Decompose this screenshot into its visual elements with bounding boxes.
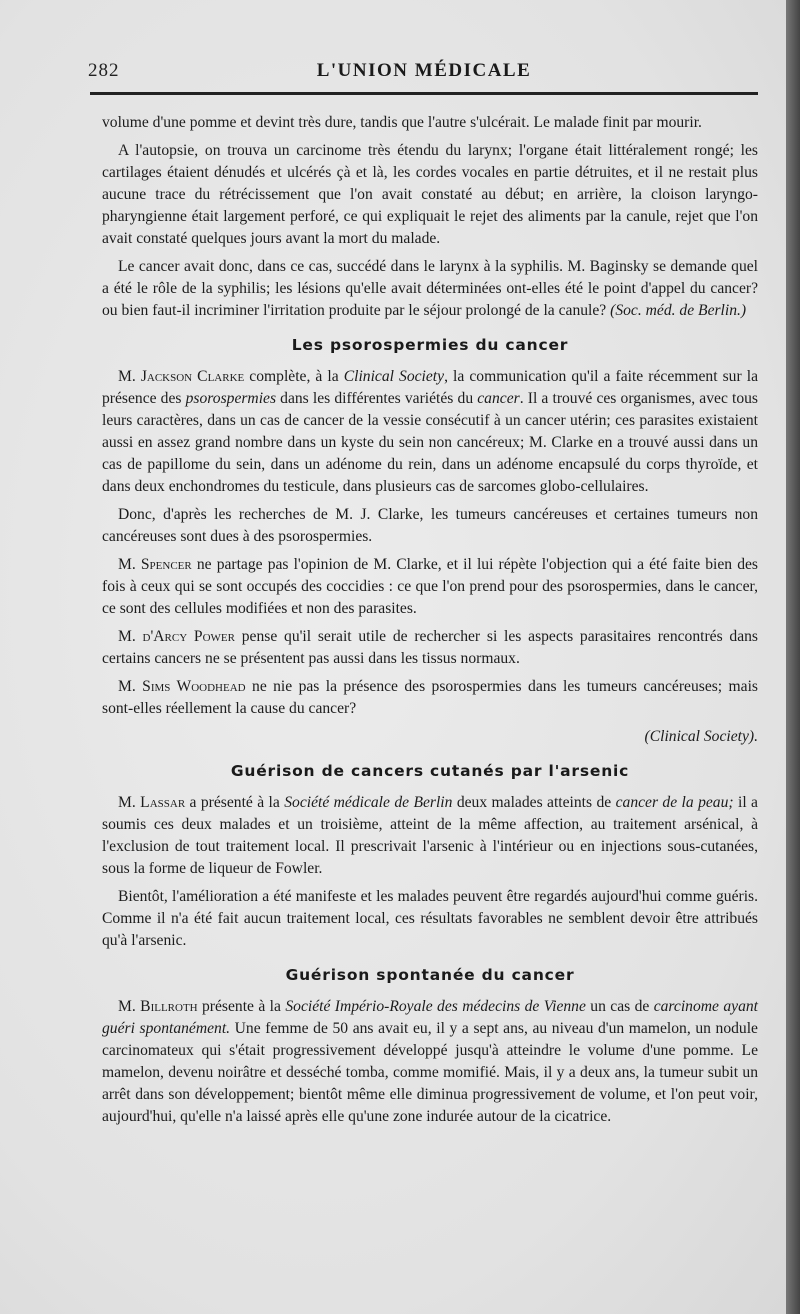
- author-name: M. Billroth: [118, 998, 198, 1015]
- section-heading: Les psorospermies du cancer: [291, 336, 569, 354]
- paragraph: A l'autopsie, on trouva un carcinome très étendu du larynx; l'organe était littéralement rongé; les cartilages étaient dénudés et ulcérés çà et là, les cordes vocales en partie détruites, et il ne restait plus aucune trace du rétrécissement que l'on avait constaté au début; en arrière, la cloison laryngo-pharyngienne était largement perforé, ce qui expliquait le rejet des aliments par la canule, rejet que l'on avait constaté quelques jours avant la mort du malade.: [102, 142, 758, 247]
- journal-title: L'UNION MÉDICALE: [316, 60, 532, 81]
- article-body: [102, 112, 758, 1134]
- paragraph: Bientôt, l'amélioration a été manifeste et les malades peuvent être regardés aujourd'hui comme guéris. Comme il n'a été fait aucun traitement local, ces résultats favorables ne semblent devoir être attribués qu'à l'arsenic.: [102, 888, 758, 949]
- source-citation: (Soc. méd. de Berlin.): [610, 302, 747, 319]
- section-heading: Guérison spontanée du cancer: [285, 966, 575, 984]
- author-name: M. Sims Woodhead: [118, 678, 246, 695]
- paragraph: M. Sims Woodhead ne nie pas la présence des psorospermies dans les tumeurs cancéreuses; mais sont-elles réellement la cause du cancer?: [102, 678, 758, 717]
- paragraph: M. Spencer ne partage pas l'opinion de M. Clarke, et il lui répète l'objection qui a été faite bien des fois à ceux qui se sont occupés des coccidies : ce que l'on prend pour des psorospermies, dans le cancer, ce sont des cellules modifiées et non des parasites.: [102, 556, 758, 617]
- section-heading: Guérison de cancers cutanés par l'arsenic: [230, 762, 630, 780]
- paragraph: M. Lassar a présenté à la Société médicale de Berlin deux malades atteints de cancer de la peau; il a soumis ces deux malades et un troisième, atteint de la même affection, au traitement arsénical, à l'exclusion de tout traitement local. Il prescrivait l'arsenic à l'intérieur ou en injections sous-cutanées, sous la forme de liqueur de Fowler.: [102, 794, 758, 877]
- author-name: M. Lassar: [118, 794, 186, 811]
- page-number: 282: [88, 60, 120, 81]
- author-name: M. d'Arcy Power: [118, 628, 235, 645]
- paragraph: Donc, d'après les recherches de M. J. Clarke, les tumeurs cancéreuses et certaines tumeurs non cancéreuses sont dues à des psorospermies.: [102, 506, 758, 545]
- paragraph: M. d'Arcy Power pense qu'il serait utile de rechercher si les aspects parasitaires rencontrés dans certains cancers ne se présentent pas aussi dans les tissus normaux.: [102, 628, 758, 667]
- paragraph: M. Billroth présente à la Société Império-Royale des médecins de Vienne un cas de carcinome ayant guéri spontanément. Une femme de 50 ans avait eu, il y a sept ans, au niveau d'un mamelon, un nodule carcinomateux qui s'était progressivement développé jusqu'à atteindre le volume d'une pomme. Le mamelon, devenu noirâtre et desséché tomba, comme momifié. Mais, il y a deux ans, la tumeur subit un arrêt dans son développement; bientôt même elle diminua progressivement de volume, et l'on peut voir, aujourd'hui, qu'elle n'a laissé après elle qu'une zone indurée autour de la cicatrice.: [102, 998, 758, 1125]
- paragraph-text: Le cancer avait donc, dans ce cas, succédé dans le larynx à la syphilis. M. Baginsky se demande quel a été le rôle de la syphilis; les lésions qu'elle avait déterminées ont-elles été le point d'appel du cancer? ou bien faut-il incriminer l'irritation produite par le séjour prolongé de la canule?: [102, 258, 758, 319]
- author-name: M. Jackson Clarke: [118, 368, 245, 385]
- author-name: M. Spencer: [118, 556, 192, 573]
- page-edge: [786, 0, 800, 1314]
- paragraph: volume d'une pomme et devint très dure, tandis que l'autre s'ulcérait. Le malade finit par mourir.: [102, 114, 702, 131]
- header-rule: [90, 92, 758, 95]
- paragraph: [102, 256, 758, 322]
- paragraph: M. Jackson Clarke complète, à la Clinical Society, la communication qu'il a faite récemment sur la présence des psorospermies dans les différentes variétés du cancer. Il a trouvé ces organismes, avec tous leurs caractères, dans un cas de cancer de la vessie consécutif à un cancer utérin; ces parasites existaient aussi en assez grand nombre dans un kyste du sein non cancéreux; M. Clarke en a trouvé aussi dans un cas de papillome du sein, dans un adénome du rein, dans un adénome encapsulé du corps thyroïde, et dans deux enchondromes du testicule, dans plusieurs cas de sarcomes globo-cellulaires.: [102, 368, 759, 495]
- source-citation: (Clinical Society).: [644, 728, 758, 745]
- page-header: [88, 58, 760, 88]
